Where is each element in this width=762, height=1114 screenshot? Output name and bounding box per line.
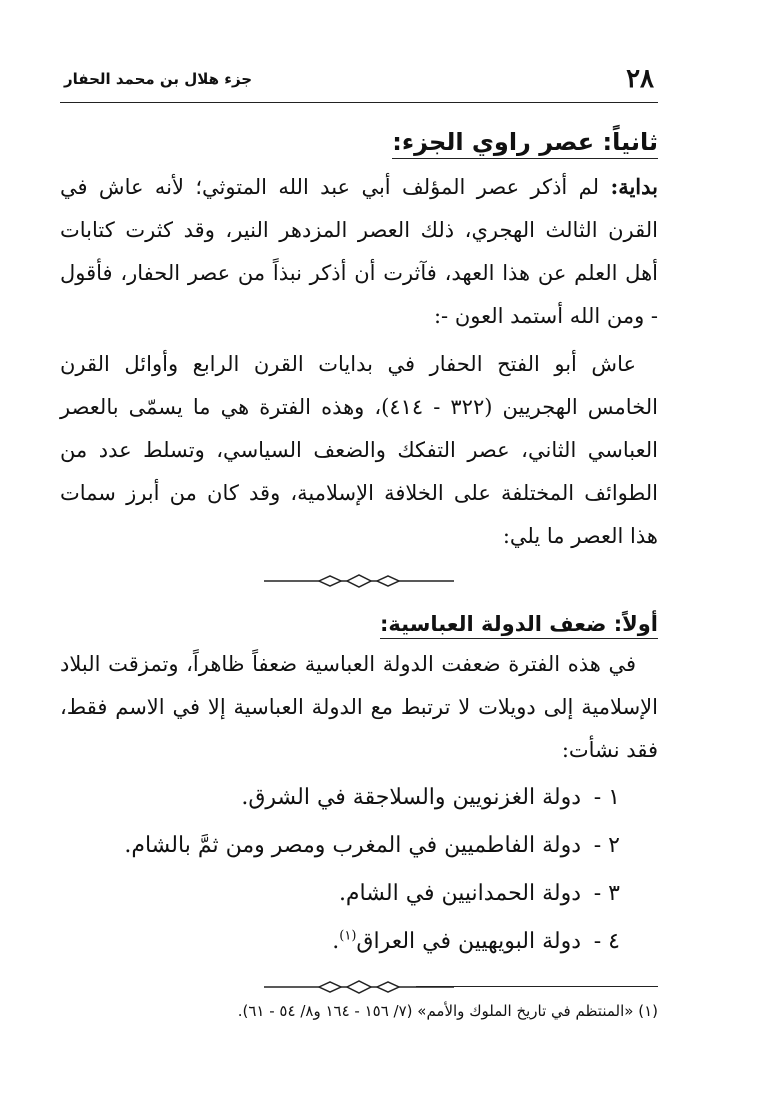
list-item	[60, 822, 658, 870]
ornament-icon	[264, 574, 454, 588]
footnote-text: «المنتظم في تاريخ الملوك والأمم» (٧/ ١٥٦ - ١٦٤ و٨/ ٥٤ - ٦١).	[237, 1002, 634, 1020]
paragraph-abbasid-weakness: في هذه الفترة ضعفت الدولة العباسية ضعفاً ظاهراً، وتمزقت البلاد الإسلامية إلى دويلات لا ترتبط مع الدولة العباسية إلا في الاسم فقط، فقد نشأت:	[60, 652, 658, 762]
list-item-number: ١ -	[593, 785, 620, 810]
ornament-icon	[264, 980, 454, 994]
footnote-reference[interactable]: (١)	[339, 928, 357, 944]
intro-text: لم أذكر عصر المؤلف أبي عبد الله المتوثي؛ لأنه عاش في القرن الثالث الهجري، ذلك العصر المزدهر النير، وقد كثرت كتابات أهل العلم عن هذا العهد، فآثرت أن أذكر نبذاً من عصر الحفار، فأقول - ومن الله أستمد العون -:	[60, 175, 658, 328]
footnote	[138, 998, 658, 1024]
intro-paragraph	[60, 165, 658, 338]
ornament-divider	[60, 562, 658, 600]
page-number: ٢٨	[626, 64, 654, 94]
list-item	[60, 918, 658, 966]
main-content	[60, 128, 658, 1002]
page-header	[60, 62, 658, 103]
list-item-text: دولة الغزنويين والسلاجقة في الشرق.	[241, 785, 581, 810]
section-heading: ثانياً: عصر راوي الجزء:	[392, 128, 658, 159]
subheading: أولاً: ضعف الدولة العباسية:	[380, 612, 658, 639]
list-item	[60, 774, 658, 822]
running-title: جزء هلال بن محمد الحفار	[64, 70, 253, 88]
intro-lead: بداية:	[610, 174, 658, 199]
paragraph-era: عاش أبو الفتح الحفار في بدايات القرن الرابع وأوائل القرن الخامس الهجريين (٣٢٢ - ٤١٤)، وهذه الفترة هي ما يسمّى بالعصر العباسي الثاني، عصر التفكك والضعف السياسي، وتسلط عدد من الطوائف المختلفة على الخلافة الإسلامية، وقد كان من أبرز سمات هذا العصر ما يلي:	[60, 352, 658, 548]
list-item-text: دولة الفاطميين في المغرب ومصر ومن ثمَّ بالشام.	[124, 833, 581, 858]
list-item-text: دولة البويهيين في العراق	[356, 929, 581, 954]
list-item-end: .	[332, 929, 340, 954]
list-item-number: ٤ -	[593, 929, 620, 954]
footnote-separator	[416, 986, 658, 987]
list-item-number: ٣ -	[593, 881, 620, 906]
footnote-number: (١)	[638, 1002, 658, 1020]
list-item	[60, 870, 658, 918]
list-item-number: ٢ -	[593, 833, 620, 858]
list-item-text: دولة الحمدانيين في الشام.	[338, 881, 581, 906]
states-list	[60, 774, 658, 966]
